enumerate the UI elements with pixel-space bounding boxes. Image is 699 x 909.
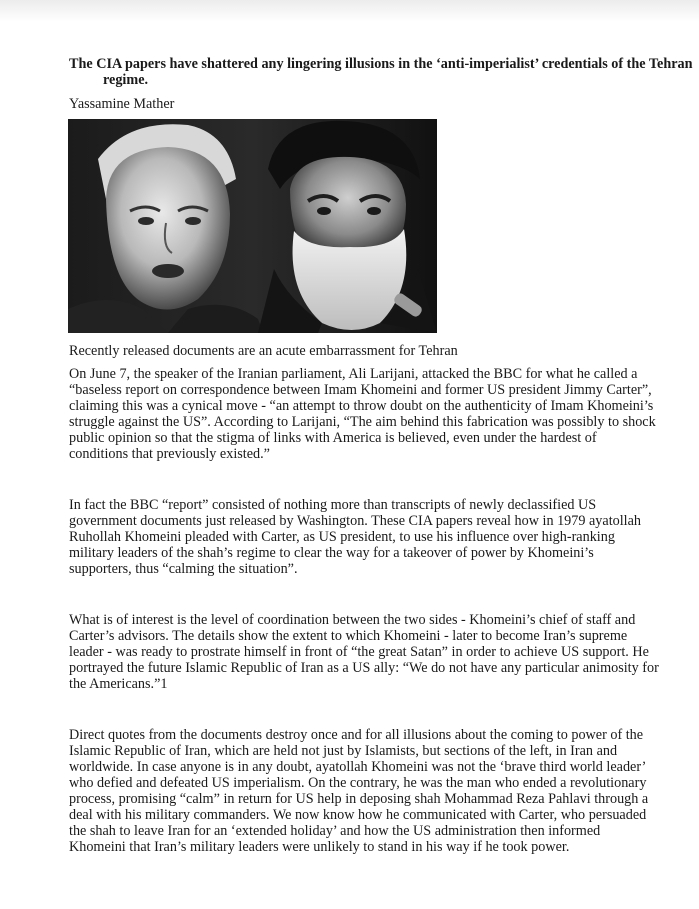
- photo-caption: Recently released documents are an acute embarrassment for Tehran: [69, 343, 458, 359]
- paragraph-1: On June 7, the speaker of the Iranian parliament, Ali Larijani, attacked the BBC for what he called a “baseless report on correspondence between Imam Khomeini and former US president Jimmy Carter”, claiming this was a cynical move - “an attempt to throw doubt on the authenticity of Imam Khomeini’s struggle against the US”. According to Larijani, “The aim behind this fabrication was possibly to shock public opinion so that the stigma of links with America is believed, even under the hardest of conditions that previously existed.”: [69, 366, 656, 462]
- carter-khomeini-photo: [68, 119, 437, 333]
- paragraph-4: Direct quotes from the documents destroy once and for all illusions about the coming to power of the Islamic Republic of Iran, which are held not just by Islamists, but sections of the left, in Iran and worldwide. In case anyone is in any doubt, ayatollah Khomeini was not the ‘brave third world leader’ who defied and defeated US imperialism. On the contrary, he was the man who ended a revolutionary process, promising “calm” in return for US help in deposing shah Mohammad Reza Pahlavi through a deal with his military commanders. We now know how he communicated with Carter, who persuaded the shah to leave Iran for an ‘extended holiday’ and how the US administration then informed Khomeini that Iran’s military leaders were unlikely to stand in his way if he took power.: [69, 727, 649, 855]
- article-headline: The CIA papers have shattered any lingering illusions in the ‘anti-imperialist’ credentials of the Tehran regime.: [69, 56, 693, 88]
- paragraph-3: What is of interest is the level of coordination between the two sides - Khomeini’s chief of staff and Carter’s advisors. The details show the extent to which Khomeini - later to become Iran’s supreme leader - was ready to prostrate himself in front of “the great Satan” in order to achieve US support. He portrayed the future Islamic Republic of Iran as a US ally: “We do not have any particular animosity for the Americans.”1: [69, 612, 659, 692]
- top-shadow-band: [0, 0, 699, 22]
- paragraph-2: In fact the BBC “report” consisted of nothing more than transcripts of newly declassified US government documents just released by Washington. These CIA papers reveal how in 1979 ayatollah Ruhollah Khomeini pleaded with Carter, as US president, to use his influence over high-ranking military leaders of the shah’s regime to clear the way for a takeover of power by Khomeini’s supporters, thus “calming the situation”.: [69, 497, 642, 577]
- article-photo: [68, 119, 437, 333]
- article-author: Yassamine Mather: [69, 96, 175, 112]
